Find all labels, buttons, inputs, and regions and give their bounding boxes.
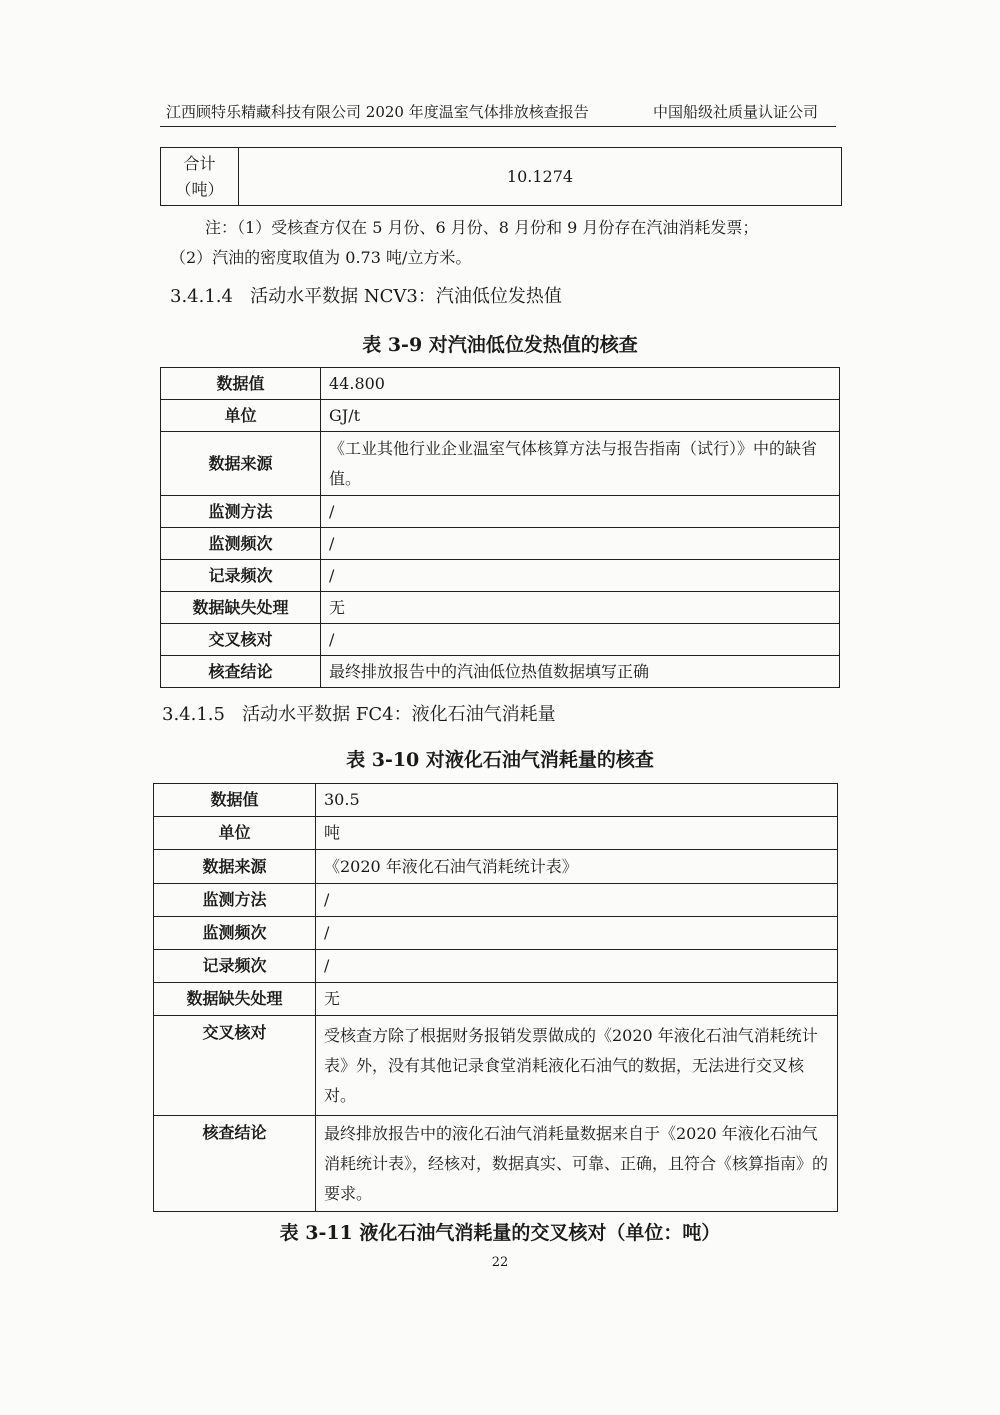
row-label: 数据来源 xyxy=(154,850,316,884)
row-value: / xyxy=(321,624,840,656)
row-value: 受核查方除了根据财务报销发票做成的《2020 年液化石油气消耗统计表》外，没有其他记录食堂消耗液化石油气的数据，无法进行交叉核对。 xyxy=(316,1016,838,1116)
table-row xyxy=(154,817,838,850)
row-value: / xyxy=(321,496,840,528)
section-heading-fc4 xyxy=(162,700,556,730)
row-value: 吨 xyxy=(316,817,838,850)
total-label-cell xyxy=(161,148,239,206)
table-row xyxy=(161,496,840,528)
row-value: 最终排放报告中的汽油低位热值数据填写正确 xyxy=(321,656,840,688)
table-caption-3-9: 表 3-9 对汽油低位发热值的核查 xyxy=(362,334,638,356)
table-3-9 xyxy=(160,367,840,688)
table-row xyxy=(154,850,838,884)
page-header xyxy=(160,100,836,124)
table-row xyxy=(161,656,840,688)
row-label: 数据值 xyxy=(154,784,316,817)
row-value: 无 xyxy=(321,592,840,624)
row-label: 数据来源 xyxy=(161,432,321,496)
table-row xyxy=(161,592,840,624)
row-label: 记录频次 xyxy=(161,560,321,592)
row-value: / xyxy=(316,950,838,983)
row-value: GJ/t xyxy=(321,400,840,432)
section-title: 活动水平数据 FC4：液化石油气消耗量 xyxy=(242,704,556,725)
table-row xyxy=(161,148,842,206)
table-row xyxy=(161,624,840,656)
section-number: 3.4.1.4 xyxy=(170,286,233,307)
section-title: 活动水平数据 NCV3：汽油低位发热值 xyxy=(250,286,562,307)
row-value: / xyxy=(316,917,838,950)
row-label: 数据值 xyxy=(161,368,321,400)
header-company-name: 中国船级社质量认证公司 xyxy=(652,103,818,121)
row-label: 监测方法 xyxy=(161,496,321,528)
row-label: 单位 xyxy=(161,400,321,432)
table-row xyxy=(161,400,840,432)
header-report-title: 江西顾特乐精藏科技有限公司 2020 年度温室气体排放核查报告 xyxy=(166,103,589,121)
table-row xyxy=(154,784,838,817)
page-number: 22 xyxy=(491,1255,509,1270)
row-value: 无 xyxy=(316,983,838,1016)
row-label: 数据缺失处理 xyxy=(161,592,321,624)
row-value: / xyxy=(316,884,838,917)
row-value: 30.5 xyxy=(316,784,838,817)
row-value: 44.800 xyxy=(321,368,840,400)
table-row xyxy=(154,1016,838,1116)
table-row xyxy=(154,983,838,1016)
row-value: 最终排放报告中的液化石油气消耗量数据来自于《2020 年液化石油气消耗统计表》，经核对，数据真实、可靠、正确，且符合《核算指南》的要求。 xyxy=(316,1116,838,1212)
table-row xyxy=(154,1116,838,1212)
table-row xyxy=(161,560,840,592)
total-label-line2: （吨） xyxy=(175,179,224,199)
row-label: 核查结论 xyxy=(161,656,321,688)
section-heading-ncv3 xyxy=(170,282,562,312)
table-row xyxy=(154,917,838,950)
row-label: 核查结论 xyxy=(154,1116,316,1212)
row-label: 数据缺失处理 xyxy=(154,983,316,1016)
row-value: / xyxy=(321,560,840,592)
row-label: 监测频次 xyxy=(154,917,316,950)
row-value: 《工业其他行业企业温室气体核算方法与报告指南（试行）》中的缺省值。 xyxy=(321,432,840,496)
total-table xyxy=(160,147,842,206)
row-value: 《2020 年液化石油气消耗统计表》 xyxy=(316,850,838,884)
row-label: 监测频次 xyxy=(161,528,321,560)
row-label: 监测方法 xyxy=(154,884,316,917)
row-label: 单位 xyxy=(154,817,316,850)
table-row xyxy=(154,884,838,917)
note-line-1: 注：（1）受核查方仅在 5 月份、6 月份、8 月份和 9 月份存在汽油消耗发票； xyxy=(205,218,759,237)
header-rule xyxy=(160,126,836,127)
table-caption-3-10: 表 3-10 对液化石油气消耗量的核查 xyxy=(346,749,654,771)
table-row xyxy=(161,432,840,496)
note-line-2: （2）汽油的密度取值为 0.73 吨/立方米。 xyxy=(170,248,472,267)
row-label: 记录频次 xyxy=(154,950,316,983)
table-row xyxy=(154,950,838,983)
total-label-line1: 合计 xyxy=(183,153,216,173)
row-label: 交叉核对 xyxy=(161,624,321,656)
table-3-10 xyxy=(153,783,838,1212)
section-number: 3.4.1.5 xyxy=(162,704,225,725)
table-row xyxy=(161,528,840,560)
total-value: 10.1274 xyxy=(239,148,842,206)
table-caption-3-11: 表 3-11 液化石油气消耗量的交叉核对（单位：吨） xyxy=(279,1222,721,1244)
row-label: 交叉核对 xyxy=(154,1016,316,1116)
row-value: / xyxy=(321,528,840,560)
table-row xyxy=(161,368,840,400)
